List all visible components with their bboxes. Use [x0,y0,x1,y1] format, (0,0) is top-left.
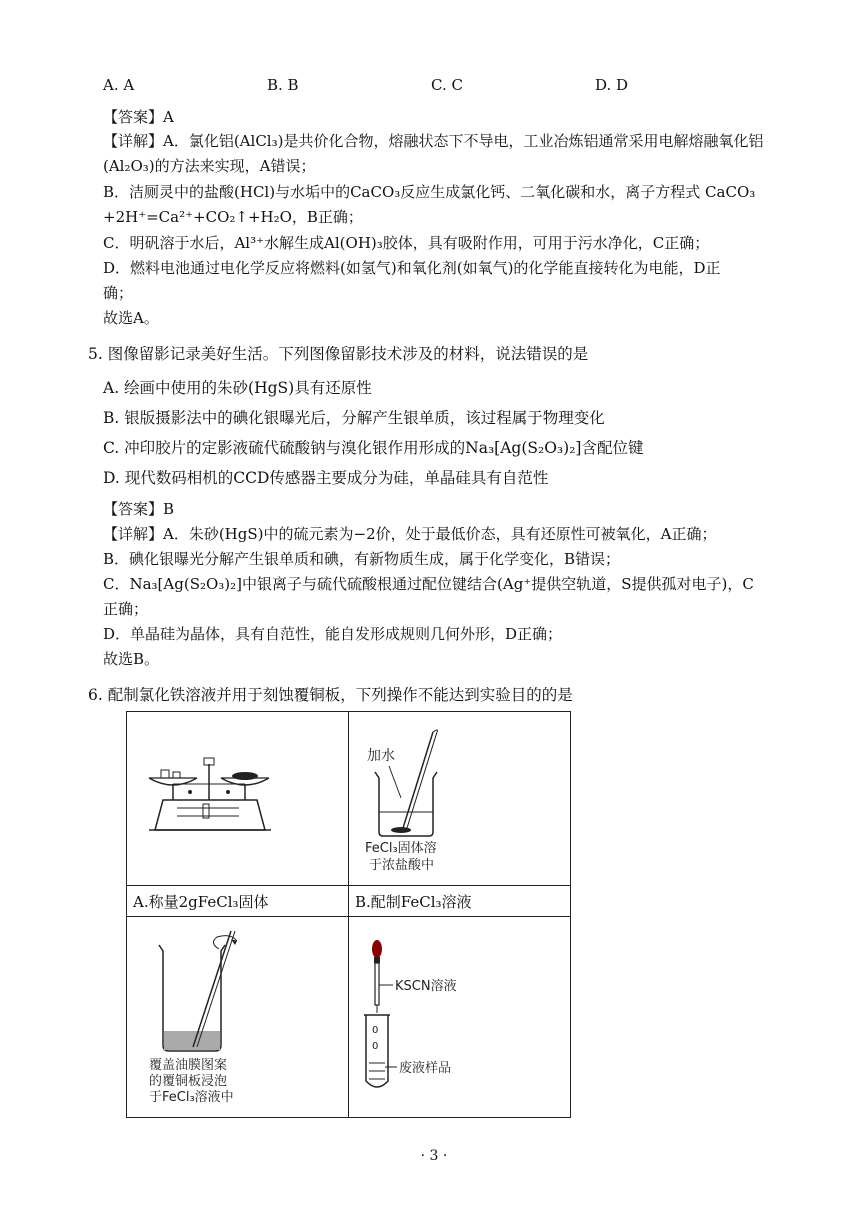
prev-option-b: B. B [267,76,299,94]
test-tube-illustration [349,917,597,1113]
q4-detail-line: 【详解】A．氯化铝(AlCl₃)是共价化合物，熔融状态下不导电，工业冶炼铝通常采用电解熔融氧化铝 [103,132,764,150]
page-number: · 3 · [420,1148,448,1164]
q4-detail-line: B．洁厕灵中的盐酸(HCl)与水垢中的CaCO₃反应生成氯化钙、二氧化碳和水，离子方程式 CaCO₃ [103,183,756,201]
balance-scale-illustration [127,712,320,881]
q5-detail-line: 【详解】A．朱砂(HgS)中的硫元素为−2价，处于最低价态，具有还原性可被氧化，A正确； [103,525,717,543]
cell-c-image [127,917,349,1118]
label-c-2: 的覆铜板浸泡 [149,1074,228,1089]
q4-detail-line: C．明矾溶于水后，Al³⁺水解生成Al(OH)₃胶体，具有吸附作用，可用于污水净化，C正确； [103,234,710,252]
prev-option-a: A. A [103,76,135,94]
cell-d-image [349,917,571,1118]
q5-detail-line: B．碘化银曝光分解产生银单质和碘，有新物质生成，属于化学变化，B错误； [103,550,621,568]
prev-option-c: C. C [431,76,463,94]
cell-a-caption: A.称量2gFeCl₃固体 [127,886,349,917]
q5-detail-line: 正确； [103,600,149,618]
cell-b-image [349,712,571,886]
label-kscn: KSCN溶液 [395,979,457,994]
question-5-option: D. 现代数码相机的CCD传感器主要成分为硅，单晶硅具有自范性 [103,469,549,487]
question-5-option: C. 冲印胶片的定影液硫代硫酸钠与溴化银作用形成的Na₃[Ag(S₂O₃)₂]含配位键 [103,439,644,457]
label-sample: 废液样品 [399,1061,452,1076]
dissolving-beaker-illustration [349,712,597,881]
q5-answer: 【答案】B [103,500,175,518]
question-5-option: A. 绘画中使用的朱砂(HgS)具有还原性 [103,379,372,397]
label-add-water: 加水 [367,748,395,764]
q4-detail-line: D．燃料电池通过电化学反应将燃料(如氢气)和氧化剂(如氧气)的化学能直接转化为电能，D正 [103,259,721,277]
q5-detail-line: C．Na₃[Ag(S₂O₃)₂]中银离子与硫代硫酸根通过配位键结合(Ag⁺提供空轨道，S提供孤对电子)，C [103,575,754,593]
question-5-stem: 5. 图像留影记录美好生活。下列图像留影技术涉及的材料，说法错误的是 [88,345,589,363]
label-solid-2: 于浓盐酸中 [369,858,435,873]
q4-detail-line: 故选A。 [103,309,159,327]
etching-beaker-illustration [127,917,320,1113]
label-solid-1: FeCl₃固体溶 [365,841,437,856]
question-5-option: B. 银版摄影法中的碘化银曝光后，分解产生银单质，该过程属于物理变化 [103,409,605,427]
q5-detail-line: 故选B。 [103,650,160,668]
label-c-3: 于FeCl₃溶液中 [149,1090,234,1105]
question-6-stem: 6. 配制氯化铁溶液并用于刻蚀覆铜板，下列操作不能达到实验目的的是 [88,686,573,704]
q5-detail-line: D．单晶硅为晶体，具有自范性，能自发形成规则几何外形，D正确； [103,625,563,643]
svg-text:0: 0 [372,1025,379,1036]
q4-detail-line: +2H⁺=Ca²⁺+CO₂↑+H₂O，B正确； [103,208,363,226]
cell-b-caption: B.配制FeCl₃溶液 [349,886,571,917]
label-c-1: 覆盖油膜图案 [149,1058,228,1073]
cell-a-image [127,712,349,886]
q4-detail-line: 确； [103,284,134,302]
prev-option-d: D. D [595,76,629,94]
experiment-table [126,711,571,1118]
q4-answer: 【答案】A [103,108,174,126]
svg-text:0: 0 [372,1041,379,1052]
q4-detail-line: (Al₂O₃)的方法来实现，A错误； [103,157,316,175]
